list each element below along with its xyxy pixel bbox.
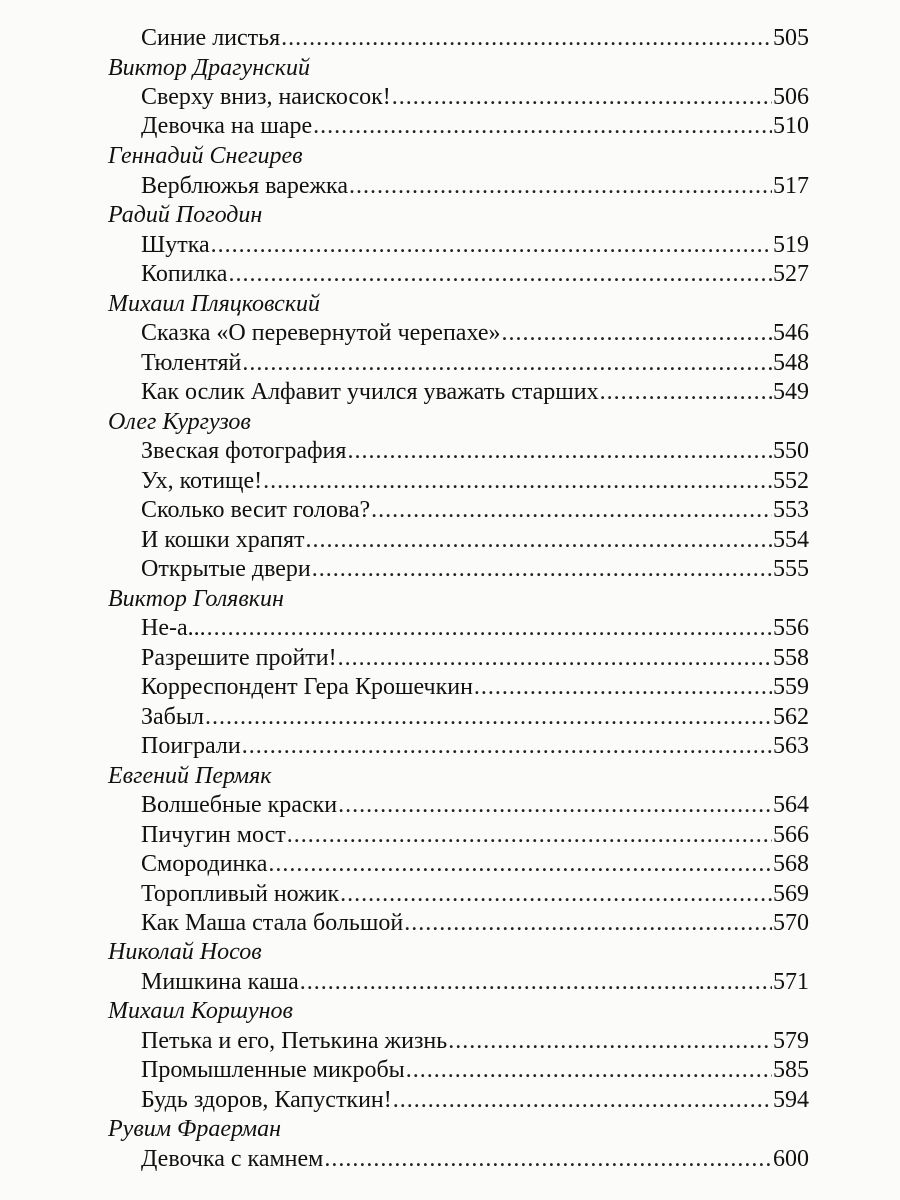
author-heading: Евгений Пермяк <box>108 763 272 789</box>
toc-entry <box>141 644 809 672</box>
entry-title: Будь здоров, Капусткин! <box>141 1087 392 1113</box>
entry-title: Разрешите пройти! <box>141 645 337 671</box>
dot-leader <box>393 1086 772 1114</box>
entry-title: Торопливый ножик <box>141 881 340 907</box>
toc-entry <box>141 172 809 200</box>
page-number: 556 <box>773 615 809 641</box>
entry-title: Не-а... <box>141 615 206 641</box>
entry-title: Как ослик Алфавит учился уважать старших <box>141 379 599 405</box>
entry-title: Девочка с камнем <box>141 1146 324 1172</box>
dot-leader <box>347 437 772 465</box>
toc-entry <box>141 1145 809 1173</box>
dot-leader <box>404 909 772 937</box>
toc-entry <box>141 319 809 347</box>
entry-title: Девочка на шаре <box>141 113 313 139</box>
dot-leader <box>263 467 772 495</box>
entry-title: Петька и его, Петькина жизнь <box>141 1028 448 1054</box>
dot-leader <box>300 968 772 996</box>
author-heading: Радий Погодин <box>108 202 263 228</box>
toc-entry <box>141 24 809 52</box>
entry-title: Сколько весит голова? <box>141 497 371 523</box>
entry-title: Копилка <box>141 261 228 287</box>
toc-entry <box>141 791 809 819</box>
page-number: 579 <box>773 1028 809 1054</box>
toc-entry <box>141 526 809 554</box>
page-number: 563 <box>773 733 809 759</box>
page-number: 517 <box>773 173 809 199</box>
entry-title: Забыл <box>141 704 204 730</box>
author-heading: Михаил Коршунов <box>108 998 293 1024</box>
entry-title: И кошки храпят <box>141 527 305 553</box>
entry-title: Звеская фотография <box>141 438 347 464</box>
page-number: 569 <box>773 881 809 907</box>
page-number: 568 <box>773 851 809 877</box>
entry-title: Ух, котище! <box>141 468 263 494</box>
toc-entry <box>141 614 809 642</box>
page-number: 559 <box>773 674 809 700</box>
page-number: 527 <box>773 261 809 287</box>
page-number: 600 <box>773 1146 809 1172</box>
page-number: 553 <box>773 497 809 523</box>
toc-entry <box>141 821 809 849</box>
entry-title: Волшебные краски <box>141 792 338 818</box>
toc-entry <box>141 880 809 908</box>
dot-leader <box>228 260 772 288</box>
entry-title: Сказка «О перевернутой черепахе» <box>141 320 501 346</box>
toc-entry <box>141 1027 809 1055</box>
toc-entry <box>141 703 809 731</box>
dot-leader <box>338 791 772 819</box>
toc-entry <box>141 378 809 406</box>
page-number: 554 <box>773 527 809 553</box>
dot-leader <box>313 112 772 140</box>
entry-title: Как Маша стала большой <box>141 910 404 936</box>
author-heading: Рувим Фраерман <box>108 1116 282 1142</box>
entry-title: Корреспондент Гера Крошечкин <box>141 674 473 700</box>
entry-title: Верблюжья варежка <box>141 173 348 199</box>
author-heading: Виктор Голявкин <box>108 586 284 612</box>
page-number: 585 <box>773 1057 809 1083</box>
page-number: 564 <box>773 792 809 818</box>
dot-leader <box>211 231 772 259</box>
entry-title: Тюлентяй <box>141 350 242 376</box>
entry-title: Открытые двери <box>141 556 311 582</box>
page-number: 546 <box>773 320 809 346</box>
toc-entry <box>141 1056 809 1084</box>
page-number: 552 <box>773 468 809 494</box>
entry-title: Смородинка <box>141 851 268 877</box>
page-number: 571 <box>773 969 809 995</box>
page-number: 505 <box>773 25 809 51</box>
toc-entry <box>141 732 809 760</box>
page-number: 548 <box>773 350 809 376</box>
author-heading: Олег Кургузов <box>108 409 251 435</box>
toc-entry <box>141 1086 809 1114</box>
dot-leader <box>305 526 772 554</box>
toc-entry <box>141 467 809 495</box>
entry-title: Сверху вниз, наискосок! <box>141 84 391 110</box>
dot-leader <box>281 24 772 52</box>
page-number: 549 <box>773 379 809 405</box>
dot-leader <box>287 821 772 849</box>
dot-leader <box>338 644 772 672</box>
entry-title: Поиграли <box>141 733 241 759</box>
dot-leader <box>474 673 772 701</box>
page-number: 550 <box>773 438 809 464</box>
dot-leader <box>349 172 772 200</box>
dot-leader <box>600 378 772 406</box>
page-number: 506 <box>773 84 809 110</box>
dot-leader <box>502 319 773 347</box>
author-heading: Виктор Драгунский <box>108 55 310 81</box>
page-number: 558 <box>773 645 809 671</box>
page-number: 562 <box>773 704 809 730</box>
dot-leader <box>268 850 772 878</box>
dot-leader <box>242 732 772 760</box>
dot-leader <box>205 703 772 731</box>
toc-entry <box>141 555 809 583</box>
page-number: 566 <box>773 822 809 848</box>
page-number: 555 <box>773 556 809 582</box>
author-heading: Геннадий Снегирев <box>108 143 303 169</box>
dot-leader <box>448 1027 772 1055</box>
page-number: 519 <box>773 232 809 258</box>
toc-entry <box>141 909 809 937</box>
entry-title: Мишкина каша <box>141 969 299 995</box>
toc-entry <box>141 968 809 996</box>
author-heading: Николай Носов <box>108 939 262 965</box>
dot-leader <box>371 496 772 524</box>
entry-title: Шутка <box>141 232 210 258</box>
toc-entry <box>141 260 809 288</box>
toc-entry <box>141 349 809 377</box>
toc-entry <box>141 437 809 465</box>
page-number: 510 <box>773 113 809 139</box>
toc-entry <box>141 112 809 140</box>
entry-title: Промышленные микробы <box>141 1057 405 1083</box>
toc-entry <box>141 231 809 259</box>
toc-entry <box>141 850 809 878</box>
dot-leader <box>324 1145 772 1173</box>
entry-title: Синие листья <box>141 25 281 51</box>
page-number: 594 <box>773 1087 809 1113</box>
toc-entry <box>141 673 809 701</box>
dot-leader <box>392 83 772 111</box>
page-number: 570 <box>773 910 809 936</box>
entry-title: Пичугин мост <box>141 822 286 848</box>
toc-entry <box>141 83 809 111</box>
dot-leader <box>312 555 772 583</box>
dot-leader <box>207 614 772 642</box>
dot-leader <box>242 349 772 377</box>
dot-leader <box>340 880 772 908</box>
author-heading: Михаил Пляцковский <box>108 291 321 317</box>
toc-entry <box>141 496 809 524</box>
dot-leader <box>406 1056 772 1084</box>
